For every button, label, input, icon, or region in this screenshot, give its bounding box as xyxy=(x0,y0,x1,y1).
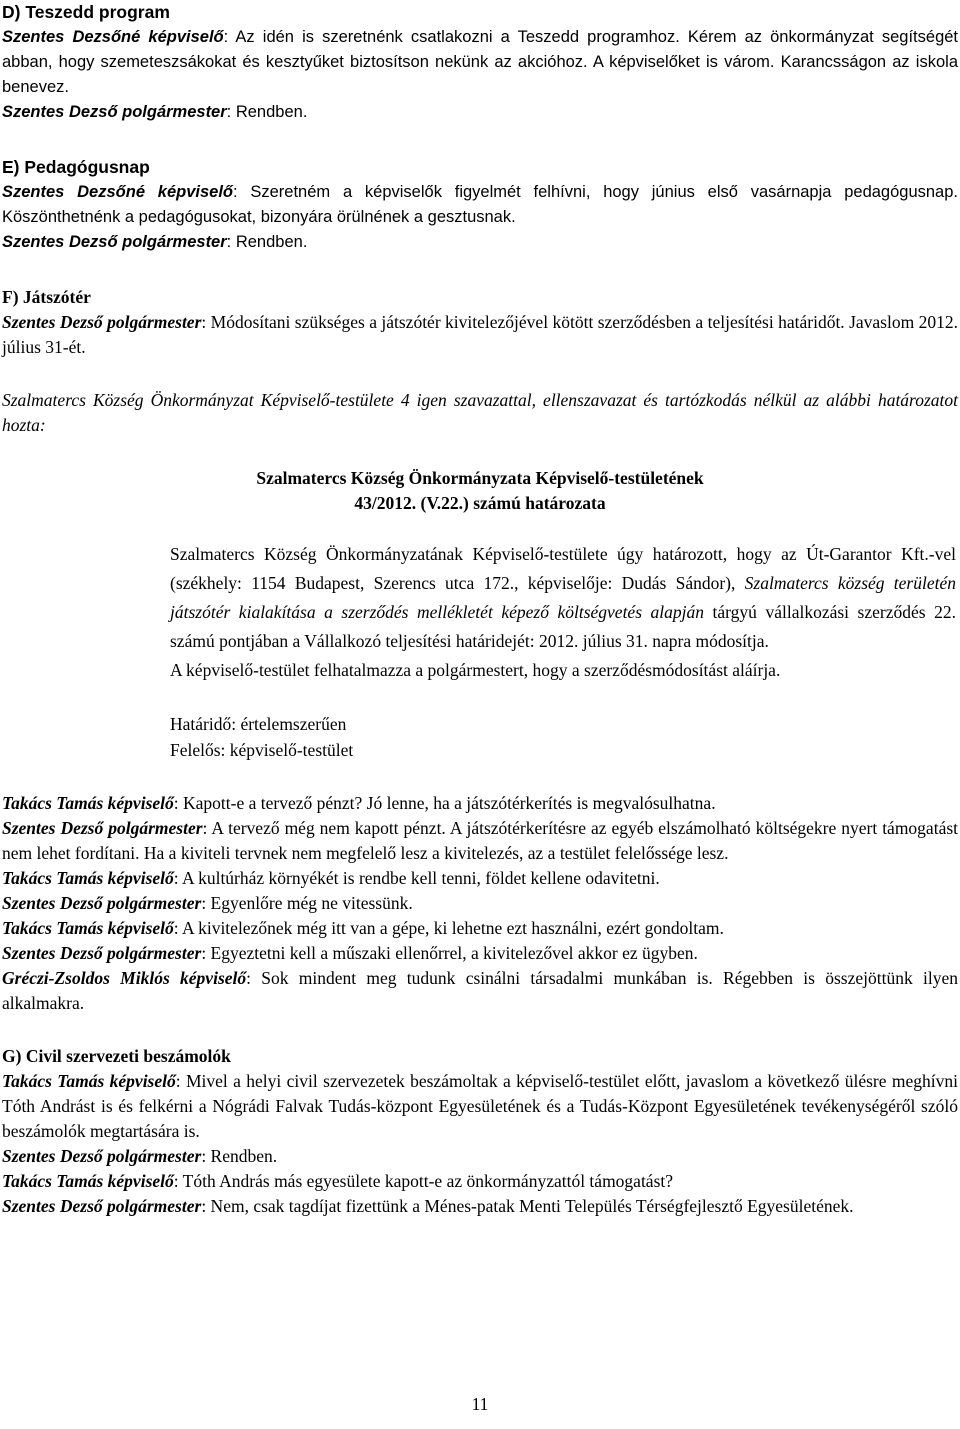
speaker-name: Gréczi-Zsoldos Miklós képviselő xyxy=(2,968,247,988)
section-g-heading: G) Civil szervezeti beszámolók xyxy=(2,1046,231,1066)
speaker-name: Szentes Dezső polgármester xyxy=(2,893,202,913)
page-number: 11 xyxy=(471,1394,489,1414)
resolution-title: Szalmatercs Község Önkormányzata Képviselő-testületének xyxy=(256,468,704,488)
speech-text: : Rendben. xyxy=(226,103,308,121)
discussion-line: Szentes Dezső polgármester: Egyenlőre még ne vitessünk. xyxy=(2,893,413,913)
discussion-line: Takács Tamás képviselő: Tóth András más egyesülete kapott-e az önkormányzattól támogatást? xyxy=(2,1171,674,1191)
speaker-name: Szentes Dezsőné képviselő xyxy=(2,183,233,201)
section-e-paragraph-1 xyxy=(2,180,958,230)
speaker-name: Takács Tamás képviselő xyxy=(2,793,174,813)
speaker-name: Szentes Dezső polgármester xyxy=(2,312,202,332)
speaker-name: Szentes Dezső polgármester xyxy=(2,233,227,251)
speaker-name: Szentes Dezső polgármester xyxy=(2,103,227,121)
deadline-text: Határidő: értelemszerűen xyxy=(170,714,347,734)
discussion-line: Takács Tamás képviselő: A kivitelezőnek még itt van a gépe, ki lehetne ezt használni, ezért gondoltam. xyxy=(2,918,724,938)
section-d-paragraph-2 xyxy=(2,100,958,125)
responsible-text: Felelős: képviselő-testület xyxy=(170,740,354,760)
resolution-deadline-block xyxy=(170,711,958,763)
section-e-heading: E) Pedagógusnap xyxy=(2,157,150,177)
section-g xyxy=(2,1044,960,1219)
discussion-line: Gréczi-Zsoldos Miklós képviselő: Sok mindent meg tudunk csinálni társadalmi munkában is. Régebben is összejöttünk ilyen alkalmakra. xyxy=(2,968,958,1013)
discussion-line: Takács Tamás képviselő: Mivel a helyi civil szervezetek beszámoltak a képviselő-testület előtt, javaslom a következő ülésre meghívni Tóth Andrást is és felkérni a Nógrádi Falvak Tudás-központ Egyesületének és a Tudás-Központ Egyesületének tevékenységéről szóló beszámolók megtartására is. xyxy=(2,1071,958,1141)
resolution-number: 43/2012. (V.22.) számú határozata xyxy=(354,493,606,513)
section-d-heading: D) Teszedd program xyxy=(2,2,170,22)
section-f xyxy=(2,285,960,1016)
discussion-line: Szentes Dezső polgármester: A tervező még nem kapott pénzt. A játszótérkerítésre az egyéb elszámolható költségekre nyert támogatást nem lehet fordítani. Ha a kiviteli tervnek nem megfelelő lesz a kivitelezés, az a testület felelőssége lesz. xyxy=(2,818,959,863)
discussion-line: Takács Tamás képviselő: Kapott-e a tervező pénzt? Jó lenne, ha a játszótérkerítés is megvalósulhatna. xyxy=(2,793,716,813)
speech-text: : Szeretném a képviselők figyelmét felhívni, hogy június első vasárnapja pedagógusnap. Köszönthetnénk a pedagógusokat, bizonyára örülnének a gesztusnak. xyxy=(2,183,958,226)
speaker-name: Szentes Dezső polgármester xyxy=(2,1196,202,1216)
section-f-paragraph-1 xyxy=(2,310,958,360)
speaker-name: Szentes Dezső polgármester xyxy=(2,943,202,963)
discussion-line: Szentes Dezső polgármester: Rendben. xyxy=(2,1146,278,1166)
discussion-line: Szentes Dezső polgármester: Nem, csak tagdíjat fizettünk a Ménes-patak Menti Település Térségfejlesztő Egyesületének. xyxy=(2,1196,854,1216)
speech-text: : Az idén is szeretnénk csatlakozni a Teszedd programhoz. Kérem az önkormányzat segítségét abban, hogy szemeteszsákokat és kesztyűket biztosítson nekünk az akcióhoz. A képviselőket is várom. Karancsságon az iskola benevez. xyxy=(2,28,959,96)
discussion-line: Takács Tamás képviselő: A kultúrház környékét is rendbe kell tenni, földet kellene odavitetni. xyxy=(2,868,660,888)
speaker-name: Takács Tamás képviselő xyxy=(2,868,174,888)
section-d-paragraph-1 xyxy=(2,25,958,100)
section-e-paragraph-2 xyxy=(2,230,958,255)
speaker-name: Szentes Dezső polgármester xyxy=(2,1146,202,1166)
resolution-authorization: A képviselő-testület felhatalmazza a polgármestert, hogy a szerződésmódosítást aláírja. xyxy=(170,660,781,680)
speech-text: : Módosítani szükséges a játszótér kivitelezőjével kötött szerződésben a teljesítési határidőt. Javaslom 2012. július 31-ét. xyxy=(2,312,959,357)
discussion-line: Szentes Dezső polgármester: Egyeztetni kell a műszaki ellenőrrel, a kivitelezővel akkor ez ügyben. xyxy=(2,943,698,963)
vote-statement: Szalmatercs Község Önkormányzat Képviselő-testülete 4 igen szavazattal, ellenszavazat és tartózkodás nélkül az alábbi határozatot hozta: xyxy=(2,390,958,435)
speaker-name: Szentes Dezsőné képviselő xyxy=(2,28,224,46)
speaker-name: Takács Tamás képviselő xyxy=(2,1171,174,1191)
speech-text: : Rendben. xyxy=(226,233,308,251)
section-e xyxy=(2,155,960,255)
resolution-body xyxy=(170,540,956,685)
resolution-text: Szalmatercs Község Önkormányzatának Képviselő-testülete úgy határozott, hogy az Út-Garantor Kft.-vel (székhely: 1154 Budapest, Szerencs utca 172., képviselője: Dudás Sándor), Szalmatercs község területén játszótér kialakítása a szerződés mellékletét képező költségvetés alapján tárgyú vállalkozási szerződés 22. számú pontjában a Vállalkozó teljesítési határidejét: 2012. július 31. napra módosítja. xyxy=(170,544,956,651)
section-f-heading: F) Játszótér xyxy=(2,287,91,307)
speaker-name: Takács Tamás képviselő xyxy=(2,1071,176,1091)
section-d xyxy=(2,0,960,125)
speaker-name: Takács Tamás képviselő xyxy=(2,918,174,938)
speaker-name: Szentes Dezső polgármester xyxy=(2,818,203,838)
